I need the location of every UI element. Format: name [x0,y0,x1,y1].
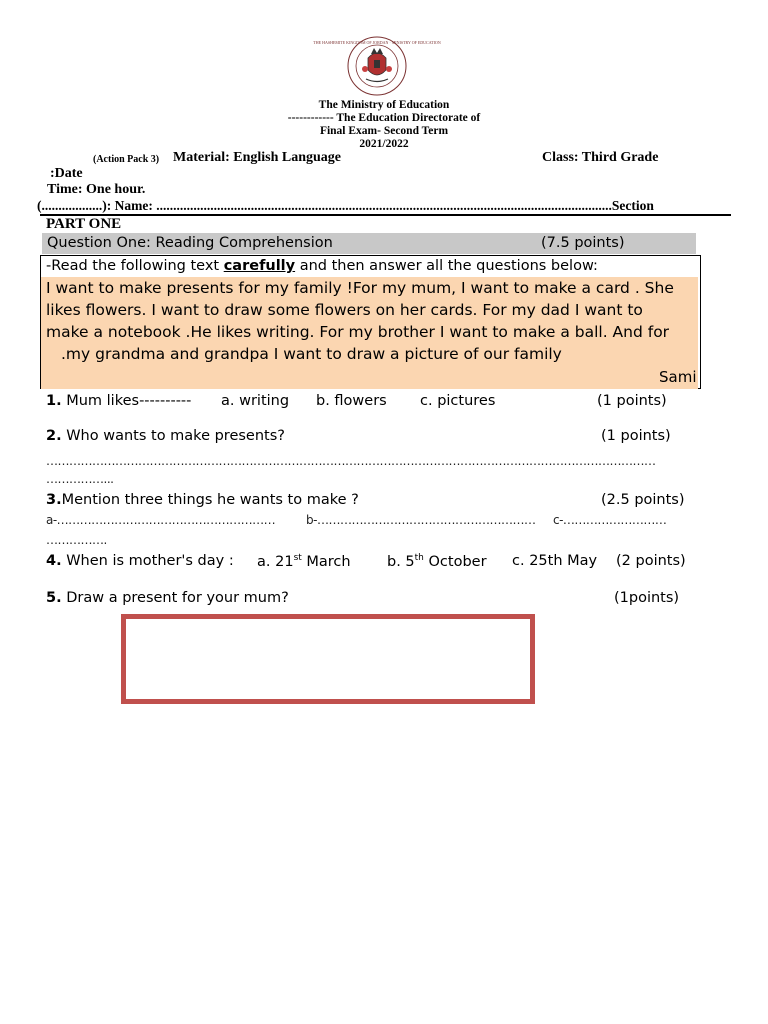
ministry-emblem [313,34,441,98]
q2-answer-line-1[interactable]: …………………………………………………………………………………………………………………………………………… [46,454,656,468]
q1 [46,393,191,409]
part-title: PART ONE [46,216,122,232]
q5-number: 5. [46,590,62,606]
question-one-title: Question One: Reading Comprehension [47,235,333,251]
passage-line-1: I want to make presents for my family !For my mum, I want to make a card . She [46,279,674,297]
q3-text: Mention three things he wants to make ? [61,492,359,508]
instruction-bold: carefully [223,258,296,274]
q3-answer-line-2[interactable]: ……………. [46,533,107,547]
q5-points: (1points) [614,590,680,606]
emblem-text: THE HASHEMITE KINGDOM OF JORDAN · MINISTRY OF EDUCATION [313,40,441,45]
q4-b-sup: th [414,553,424,563]
time-label: Time: One hour. [47,182,146,197]
exam-year: 2021/2022 [359,138,409,150]
q3-answer-a[interactable]: a-………………………………………………… [46,513,276,527]
q3-number: 3. [46,492,62,508]
drawing-box[interactable] [121,614,535,704]
action-pack: (Action Pack 3) [93,154,160,165]
q4-b-pre: b. 5 [387,553,415,570]
q4-option-c[interactable]: c. 25th May [512,553,598,569]
q2-text: Who wants to make presents? [66,428,285,444]
q4-b-post: October [423,553,487,570]
q3-answer-c[interactable]: c-……………………… [553,513,667,527]
q1-option-a[interactable]: a. writing [221,393,290,409]
q4-number: 4. [46,553,62,569]
q1-text: Mum likes---------- [66,393,192,409]
q2-answer-line-2[interactable]: ……………... [46,472,114,486]
exam-title: Final Exam- Second Term [319,125,449,137]
q4-a-pre: a. 21 [257,553,294,570]
q4-text: When is mother's day : [66,553,234,569]
class-grade: Class: Third Grade [542,150,659,165]
q4-option-a[interactable] [257,553,351,570]
q2 [46,428,285,444]
q3-answer-b[interactable]: b-………………………………………………… [306,513,536,527]
q4-option-b[interactable] [387,553,487,570]
q3-points: (2.5 points) [601,492,685,508]
instruction [46,258,598,274]
passage-line-4: .my grandma and grandpa I want to draw a picture of our family [61,345,562,363]
name-section-line: (..................): Name: .......................................................................................................................................Section [37,198,654,213]
passage-line-2: likes flowers. I want to draw some flowers on her cards. For my dad I want to [46,301,643,319]
question-one-points: (7.5 points) [541,235,625,251]
q1-option-b[interactable]: b. flowers [316,393,387,409]
q1-number: 1. [46,393,62,409]
passage-signature: Sami [659,368,697,386]
q4-a-post: March [301,553,351,570]
q2-number: 2. [46,428,62,444]
ministry-title: The Ministry of Education [318,99,450,111]
q5-text: Draw a present for your mum? [66,590,289,606]
material: Material: English Language [173,150,342,165]
header-rule [40,214,731,216]
q1-option-c[interactable]: c. pictures [420,393,496,409]
q4 [46,553,234,569]
passage-line-3: make a notebook .He likes writing. For my brother I want to make a ball. And for [46,323,670,341]
q1-points: (1 points) [597,393,667,409]
q4-a-sup: st [293,553,302,563]
date-label: :Date [50,166,83,181]
instruction-post: and then answer all the questions below: [295,258,598,274]
q5 [46,590,289,606]
q4-points: (2 points) [616,553,686,569]
instruction-pre: -Read the following text [46,258,224,274]
directorate-line: ------------ The Education Directorate of [287,112,481,124]
q2-points: (1 points) [601,428,671,444]
q3 [46,492,359,508]
